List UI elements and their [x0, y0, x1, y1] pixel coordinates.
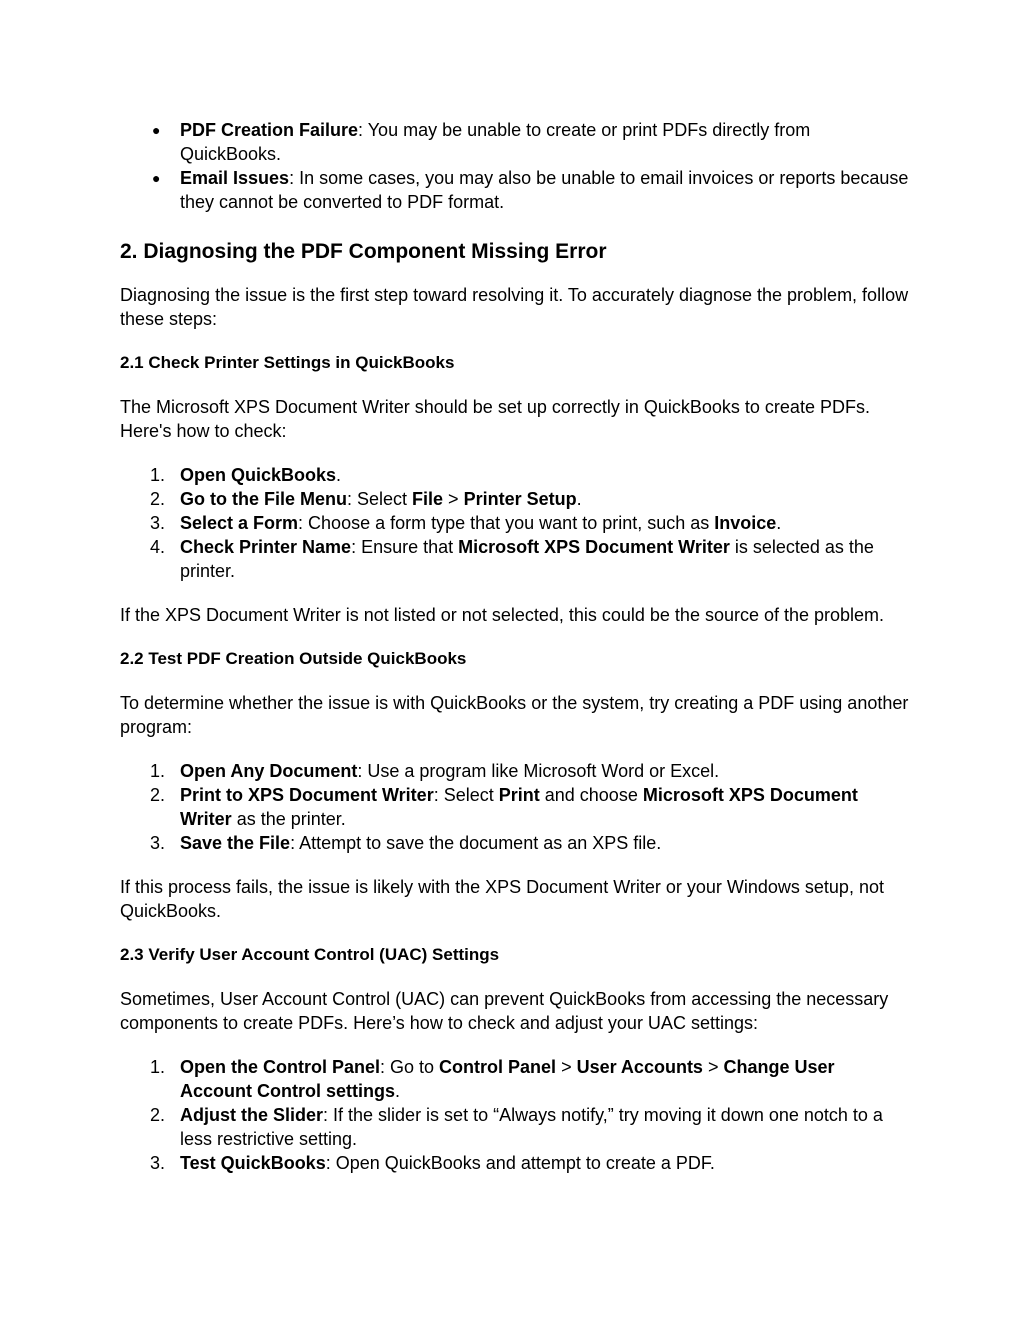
step-text: : Open QuickBooks and attempt to create a PDF.	[325, 1153, 715, 1173]
steps-list	[120, 1055, 910, 1175]
step-emphasis: Print	[498, 785, 540, 805]
step-text: : Ensure that	[351, 537, 459, 557]
step-item	[120, 759, 910, 783]
step-text: >	[702, 1057, 724, 1077]
step-text: : If the slider is set to “Always notify,” try moving it down one notch to a less restrictive setting.	[180, 1105, 883, 1149]
step-text: : Select	[433, 785, 499, 805]
step-term: Check Printer Name	[180, 537, 352, 557]
step-text: is selected as the printer.	[180, 537, 874, 581]
bullet-term: PDF Creation Failure	[180, 120, 359, 140]
step-emphasis: Control Panel	[439, 1057, 557, 1077]
step-number: 1.	[150, 1057, 166, 1077]
bullet-item	[120, 166, 910, 214]
step-emphasis: Change User Account Control settings	[180, 1057, 835, 1101]
bullet-term: Email Issues	[180, 168, 290, 188]
step-text: as the printer.	[231, 809, 346, 829]
subsection-intro: The Microsoft XPS Document Writer should be set up correctly in QuickBooks to create PDFs. Here's how to check:	[120, 397, 870, 441]
step-item	[120, 463, 910, 487]
step-item	[120, 1103, 910, 1151]
subsection-outro: If the XPS Document Writer is not listed or not selected, this could be the source of the problem.	[120, 605, 885, 625]
issue-bullet-list	[120, 118, 910, 214]
section-heading: 2. Diagnosing the PDF Component Missing Error	[120, 240, 607, 263]
bullet-text: : In some cases, you may also be unable to email invoices or reports because they cannot be converted to PDF format.	[180, 168, 909, 212]
step-number: 2.	[150, 1105, 166, 1125]
step-term: Print to XPS Document Writer	[180, 785, 434, 805]
step-text: : Use a program like Microsoft Word or Excel.	[357, 761, 720, 781]
step-emphasis: Invoice	[714, 513, 777, 533]
step-text: .	[336, 465, 342, 485]
step-item	[120, 1151, 910, 1175]
step-text: .	[576, 489, 582, 509]
step-item	[120, 783, 910, 831]
step-number: 1.	[150, 465, 166, 485]
subsection-intro: Sometimes, User Account Control (UAC) can prevent QuickBooks from accessing the necessary components to create PDFs. Here’s how to check and adjust your UAC settings:	[120, 989, 889, 1033]
step-number: 3.	[150, 513, 166, 533]
step-item	[120, 487, 910, 511]
step-text: : Choose a form type that you want to print, such as	[298, 513, 715, 533]
step-text: .	[395, 1081, 401, 1101]
step-number: 2.	[150, 785, 166, 805]
section-intro: Diagnosing the issue is the first step toward resolving it. To accurately diagnose the problem, follow these steps:	[120, 285, 909, 329]
step-text: : Go to	[380, 1057, 440, 1077]
step-text: : Select	[347, 489, 413, 509]
step-term: Go to the File Menu	[180, 489, 347, 509]
subsection-intro: To determine whether the issue is with QuickBooks or the system, try creating a PDF using another program:	[120, 693, 909, 737]
document-content	[120, 118, 910, 1195]
bullet-item	[120, 118, 910, 166]
step-emphasis: File	[412, 489, 444, 509]
step-emphasis: Microsoft XPS Document Writer	[180, 785, 858, 829]
step-term: Open Any Document	[180, 761, 358, 781]
step-number: 4.	[150, 537, 166, 557]
steps-list	[120, 759, 910, 855]
step-number: 3.	[150, 833, 166, 853]
step-number: 3.	[150, 1153, 166, 1173]
subsection-outro: If this process fails, the issue is likely with the XPS Document Writer or your Windows setup, not QuickBooks.	[120, 877, 884, 921]
step-term: Open the Control Panel	[180, 1057, 381, 1077]
step-term: Select a Form	[180, 513, 299, 533]
step-emphasis: Printer Setup	[463, 489, 577, 509]
steps-list	[120, 463, 910, 583]
subsection-heading: 2.3 Verify User Account Control (UAC) Settings	[120, 945, 500, 964]
subsection-heading: 2.1 Check Printer Settings in QuickBooks	[120, 353, 455, 372]
step-term: Adjust the Slider	[180, 1105, 324, 1125]
step-item	[120, 511, 910, 535]
step-term: Open QuickBooks	[180, 465, 337, 485]
step-number: 1.	[150, 761, 166, 781]
step-number: 2.	[150, 489, 166, 509]
step-term: Test QuickBooks	[180, 1153, 326, 1173]
step-text: and choose	[539, 785, 643, 805]
step-item	[120, 1055, 910, 1103]
step-emphasis: Microsoft XPS Document Writer	[458, 537, 730, 557]
step-item	[120, 535, 910, 583]
step-emphasis: User Accounts	[576, 1057, 703, 1077]
subsection-heading: 2.2 Test PDF Creation Outside QuickBooks	[120, 649, 467, 668]
step-term: Save the File	[180, 833, 291, 853]
step-text: >	[556, 1057, 577, 1077]
step-item	[120, 831, 910, 855]
step-text: >	[443, 489, 464, 509]
bullet-text: : You may be unable to create or print PDFs directly from QuickBooks.	[180, 120, 811, 164]
step-text: .	[776, 513, 782, 533]
step-text: : Attempt to save the document as an XPS file.	[290, 833, 662, 853]
